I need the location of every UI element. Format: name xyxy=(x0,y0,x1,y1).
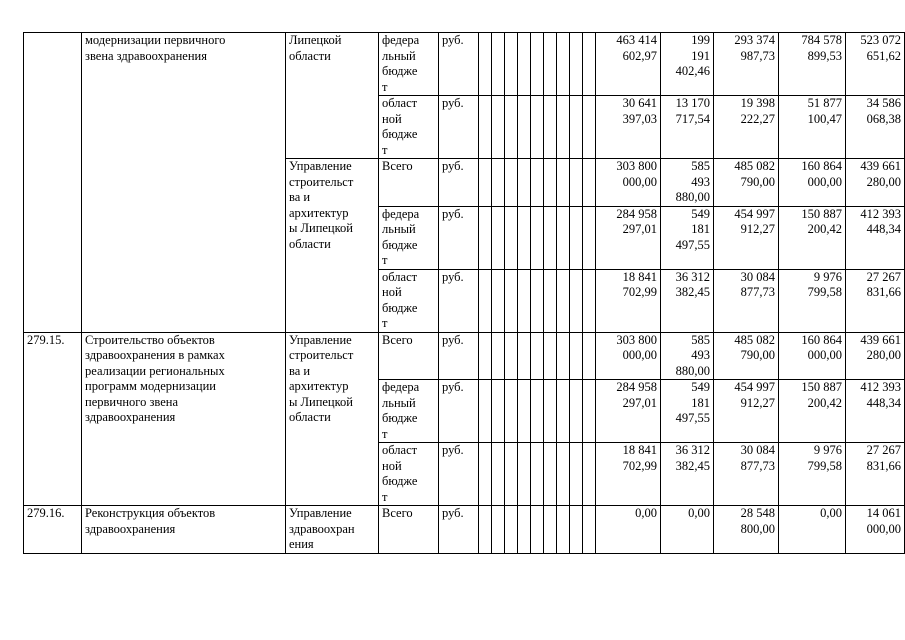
amount-cell xyxy=(661,443,714,506)
empty-code-cell xyxy=(505,269,518,332)
empty-code-cell xyxy=(492,506,505,554)
funding-source xyxy=(379,506,439,554)
item-name xyxy=(82,506,286,554)
unit-cell-text: руб. xyxy=(442,96,464,110)
amount-cell xyxy=(596,380,661,443)
empty-code-cell xyxy=(544,33,557,96)
amount-cell-text: 51 877 100,47 xyxy=(807,96,842,126)
empty-code-cell xyxy=(492,380,505,443)
item-name xyxy=(82,332,286,506)
empty-code-cell xyxy=(544,159,557,207)
empty-code-cell xyxy=(570,33,583,96)
unit-cell-text: руб. xyxy=(442,206,464,221)
amount-cell xyxy=(596,159,661,207)
amount-cell xyxy=(714,33,779,96)
amount-cell xyxy=(779,443,846,506)
empty-code-cell xyxy=(492,33,505,96)
item-number xyxy=(24,332,82,506)
amount-cell xyxy=(714,443,779,506)
amount-cell xyxy=(596,96,661,159)
empty-code-cell xyxy=(505,159,518,207)
empty-code-cell xyxy=(544,380,557,443)
empty-code-cell xyxy=(583,269,596,332)
amount-cell xyxy=(779,206,846,269)
amount-cell-text: 27 267 831,66 xyxy=(866,269,901,299)
empty-code-cell xyxy=(570,269,583,332)
amount-cell-text: 439 661 280,00 xyxy=(860,332,901,362)
empty-code-cell xyxy=(479,506,492,554)
empty-code-cell xyxy=(479,96,492,159)
amount-cell xyxy=(846,443,905,506)
amount-cell-text: 36 312 382,45 xyxy=(675,269,710,299)
empty-code-cell xyxy=(583,96,596,159)
amount-cell-text: 454 997 912,27 xyxy=(734,206,775,236)
empty-code-cell xyxy=(518,269,531,332)
amount-cell-text: 463 414 602,97 xyxy=(616,33,657,63)
empty-code-cell xyxy=(505,96,518,159)
item-number-text: 279.16. xyxy=(27,506,65,520)
unit-cell-text: руб. xyxy=(442,443,464,457)
empty-code-cell xyxy=(505,332,518,380)
amount-cell-text: 27 267 831,66 xyxy=(866,443,901,473)
empty-code-cell xyxy=(583,506,596,554)
item-name-text: Реконструкция объектов здравоохранения xyxy=(85,506,216,536)
empty-code-cell xyxy=(505,33,518,96)
item-number-text: 279.15. xyxy=(27,332,65,347)
item-name xyxy=(82,33,286,333)
amount-cell-text: 523 072 651,62 xyxy=(860,33,901,63)
empty-code-cell xyxy=(531,380,544,443)
executor-text: Управление строительст ва и архитектур ы Липецкой области xyxy=(289,159,354,251)
empty-code-cell xyxy=(505,506,518,554)
empty-code-cell xyxy=(583,33,596,96)
amount-cell xyxy=(714,506,779,554)
amount-cell-text: 150 887 200,42 xyxy=(801,206,842,236)
empty-code-cell xyxy=(544,269,557,332)
empty-code-cell xyxy=(518,332,531,380)
amount-cell-text: 30 084 877,73 xyxy=(740,443,775,473)
funding-source xyxy=(379,96,439,159)
amount-cell xyxy=(779,159,846,207)
empty-code-cell xyxy=(583,332,596,380)
empty-code-cell xyxy=(479,443,492,506)
amount-cell xyxy=(661,33,714,96)
amount-cell xyxy=(846,96,905,159)
amount-cell-text: 13 170 717,54 xyxy=(675,96,710,126)
amount-cell xyxy=(779,33,846,96)
unit-cell xyxy=(439,269,479,332)
amount-cell-text: 0,00 xyxy=(688,506,710,520)
unit-cell-text: руб. xyxy=(442,159,464,173)
amount-cell xyxy=(779,506,846,554)
unit-cell-text: руб. xyxy=(442,269,464,284)
empty-code-cell xyxy=(479,33,492,96)
unit-cell xyxy=(439,380,479,443)
empty-code-cell xyxy=(557,33,570,96)
empty-code-cell xyxy=(531,443,544,506)
amount-cell xyxy=(661,506,714,554)
amount-cell xyxy=(846,269,905,332)
empty-code-cell xyxy=(518,443,531,506)
empty-code-cell xyxy=(583,159,596,207)
empty-code-cell xyxy=(492,159,505,207)
amount-cell xyxy=(661,332,714,380)
empty-code-cell xyxy=(583,380,596,443)
empty-code-cell xyxy=(479,332,492,380)
amount-cell xyxy=(846,206,905,269)
amount-cell-text: 19 398 222,27 xyxy=(740,96,775,126)
amount-cell-text: 36 312 382,45 xyxy=(675,443,710,473)
item-number xyxy=(24,33,82,333)
empty-code-cell xyxy=(570,206,583,269)
empty-code-cell xyxy=(544,206,557,269)
amount-cell-text: 199 191 402,46 xyxy=(675,33,710,78)
funding-source-text: федера льный бюдже т xyxy=(382,206,420,267)
amount-cell-text: 784 578 899,53 xyxy=(801,33,842,63)
empty-code-cell xyxy=(531,332,544,380)
amount-cell xyxy=(596,443,661,506)
item-name-text: Строительство объектов здравоохранения в рамках реализации региональных программ модернизации первичного звена здравоохранения xyxy=(85,332,225,424)
empty-code-cell xyxy=(570,332,583,380)
amount-cell-text: 160 864 000,00 xyxy=(801,159,842,189)
executor-text: Липецкой области xyxy=(289,33,342,63)
amount-cell xyxy=(779,380,846,443)
amount-cell xyxy=(714,159,779,207)
budget-table xyxy=(23,32,905,554)
unit-cell xyxy=(439,96,479,159)
amount-cell-text: 30 641 397,03 xyxy=(622,96,657,126)
amount-cell xyxy=(714,206,779,269)
amount-cell-text: 549 181 497,55 xyxy=(675,380,710,425)
empty-code-cell xyxy=(492,443,505,506)
amount-cell-text: 14 061 000,00 xyxy=(866,506,901,536)
empty-code-cell xyxy=(557,206,570,269)
funding-source-text: федера льный бюдже т xyxy=(382,33,420,94)
amount-cell xyxy=(661,159,714,207)
empty-code-cell xyxy=(570,96,583,159)
executor-text: Управление строительст ва и архитектур ы Липецкой области xyxy=(289,332,354,424)
amount-cell-text: 0,00 xyxy=(820,506,842,520)
empty-code-cell xyxy=(492,332,505,380)
table-row xyxy=(24,332,905,380)
item-number xyxy=(24,506,82,554)
unit-cell xyxy=(439,332,479,380)
amount-cell xyxy=(846,33,905,96)
amount-cell xyxy=(846,380,905,443)
amount-cell-text: 9 976 799,58 xyxy=(807,443,842,473)
amount-cell xyxy=(596,206,661,269)
amount-cell-text: 485 082 790,00 xyxy=(734,332,775,362)
funding-source-text: област ной бюдже т xyxy=(382,96,418,157)
amount-cell-text: 412 393 448,34 xyxy=(860,206,901,236)
funding-source-text: федера льный бюдже т xyxy=(382,380,420,441)
empty-code-cell xyxy=(544,443,557,506)
amount-cell xyxy=(714,332,779,380)
executor xyxy=(286,506,379,554)
empty-code-cell xyxy=(531,159,544,207)
amount-cell xyxy=(661,269,714,332)
amount-cell xyxy=(661,206,714,269)
empty-code-cell xyxy=(570,443,583,506)
empty-code-cell xyxy=(492,269,505,332)
empty-code-cell xyxy=(505,380,518,443)
table-row xyxy=(24,33,905,96)
unit-cell xyxy=(439,33,479,96)
amount-cell xyxy=(596,506,661,554)
empty-code-cell xyxy=(557,380,570,443)
empty-code-cell xyxy=(518,96,531,159)
amount-cell-text: 412 393 448,34 xyxy=(860,380,901,410)
empty-code-cell xyxy=(531,206,544,269)
executor xyxy=(286,332,379,506)
funding-source xyxy=(379,332,439,380)
empty-code-cell xyxy=(557,96,570,159)
amount-cell xyxy=(661,96,714,159)
unit-cell-text: руб. xyxy=(442,506,464,520)
empty-code-cell xyxy=(479,159,492,207)
amount-cell-text: 293 374 987,73 xyxy=(734,33,775,63)
table-row xyxy=(24,506,905,554)
empty-code-cell xyxy=(583,443,596,506)
amount-cell xyxy=(779,96,846,159)
funding-source-text: Всего xyxy=(382,332,413,347)
amount-cell xyxy=(596,269,661,332)
funding-source-text: Всего xyxy=(382,506,413,520)
amount-cell-text: 0,00 xyxy=(635,506,657,520)
amount-cell xyxy=(714,269,779,332)
funding-source-text: област ной бюдже т xyxy=(382,269,418,330)
budget-table-body xyxy=(24,33,905,554)
empty-code-cell xyxy=(518,380,531,443)
amount-cell-text: 18 841 702,99 xyxy=(622,269,657,299)
executor xyxy=(286,33,379,159)
amount-cell xyxy=(714,380,779,443)
empty-code-cell xyxy=(479,206,492,269)
empty-code-cell xyxy=(518,506,531,554)
empty-code-cell xyxy=(479,380,492,443)
empty-code-cell xyxy=(570,506,583,554)
empty-code-cell xyxy=(557,506,570,554)
amount-cell-text: 303 800 000,00 xyxy=(616,159,657,189)
amount-cell-text: 303 800 000,00 xyxy=(616,332,657,362)
unit-cell xyxy=(439,206,479,269)
amount-cell xyxy=(846,332,905,380)
empty-code-cell xyxy=(492,96,505,159)
amount-cell xyxy=(596,332,661,380)
amount-cell-text: 284 958 297,01 xyxy=(616,206,657,236)
unit-cell xyxy=(439,159,479,207)
empty-code-cell xyxy=(531,96,544,159)
amount-cell xyxy=(846,506,905,554)
empty-code-cell xyxy=(544,506,557,554)
amount-cell-text: 284 958 297,01 xyxy=(616,380,657,410)
funding-source xyxy=(379,269,439,332)
amount-cell xyxy=(714,96,779,159)
empty-code-cell xyxy=(557,159,570,207)
empty-code-cell xyxy=(557,269,570,332)
unit-cell xyxy=(439,506,479,554)
empty-code-cell xyxy=(505,206,518,269)
funding-source-text: Всего xyxy=(382,159,413,173)
empty-code-cell xyxy=(570,159,583,207)
funding-source xyxy=(379,380,439,443)
amount-cell xyxy=(779,269,846,332)
amount-cell-text: 18 841 702,99 xyxy=(622,443,657,473)
amount-cell-text: 150 887 200,42 xyxy=(801,380,842,410)
empty-code-cell xyxy=(544,332,557,380)
empty-code-cell xyxy=(544,96,557,159)
empty-code-cell xyxy=(531,506,544,554)
amount-cell-text: 454 997 912,27 xyxy=(734,380,775,410)
unit-cell-text: руб. xyxy=(442,33,464,47)
amount-cell xyxy=(779,332,846,380)
empty-code-cell xyxy=(531,269,544,332)
unit-cell-text: руб. xyxy=(442,332,464,347)
amount-cell xyxy=(661,380,714,443)
amount-cell-text: 30 084 877,73 xyxy=(740,269,775,299)
executor xyxy=(286,159,379,333)
empty-code-cell xyxy=(479,269,492,332)
empty-code-cell xyxy=(583,206,596,269)
unit-cell xyxy=(439,443,479,506)
amount-cell xyxy=(596,33,661,96)
funding-source xyxy=(379,206,439,269)
amount-cell-text: 585 493 880,00 xyxy=(675,159,710,204)
funding-source xyxy=(379,443,439,506)
amount-cell-text: 585 493 880,00 xyxy=(675,332,710,378)
empty-code-cell xyxy=(505,443,518,506)
item-name-text: модернизации первичного звена здравоохранения xyxy=(85,33,226,63)
amount-cell-text: 485 082 790,00 xyxy=(734,159,775,189)
funding-source-text: област ной бюдже т xyxy=(382,443,418,504)
unit-cell-text: руб. xyxy=(442,380,464,394)
executor-text: Управление здравоохран ения xyxy=(289,506,355,551)
amount-cell xyxy=(846,159,905,207)
amount-cell-text: 28 548 800,00 xyxy=(740,506,775,536)
empty-code-cell xyxy=(518,206,531,269)
amount-cell-text: 9 976 799,58 xyxy=(807,269,842,299)
amount-cell-text: 549 181 497,55 xyxy=(675,206,710,252)
amount-cell-text: 160 864 000,00 xyxy=(801,332,842,362)
funding-source xyxy=(379,33,439,96)
empty-code-cell xyxy=(557,443,570,506)
empty-code-cell xyxy=(531,33,544,96)
amount-cell-text: 34 586 068,38 xyxy=(866,96,901,126)
funding-source xyxy=(379,159,439,207)
empty-code-cell xyxy=(518,33,531,96)
empty-code-cell xyxy=(557,332,570,380)
empty-code-cell xyxy=(492,206,505,269)
empty-code-cell xyxy=(518,159,531,207)
empty-code-cell xyxy=(570,380,583,443)
amount-cell-text: 439 661 280,00 xyxy=(860,159,901,189)
